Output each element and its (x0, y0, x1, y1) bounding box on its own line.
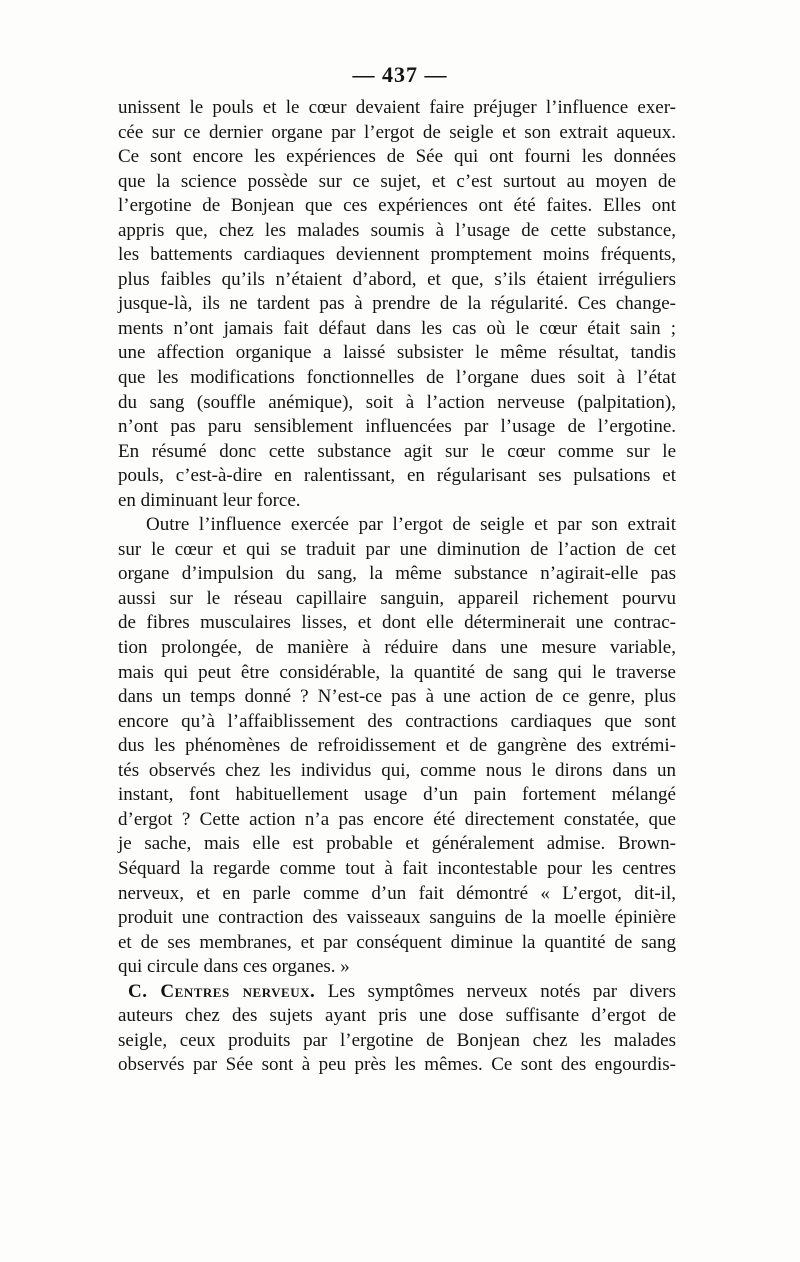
text-line: les battements cardiaques deviennent promptement moins fréquents, (118, 244, 676, 266)
text-line: seigle, ceux produits par l’ergotine de Bonjean chez les malades (118, 1029, 676, 1051)
text-line: En résumé donc cette substance agit sur le cœur comme sur le (118, 440, 676, 462)
text-line: aussi sur le réseau capillaire sanguin, appareil richement pourvu (118, 587, 676, 609)
text-line: encore qu’à l’affaiblissement des contractions cardiaques que sont (118, 710, 676, 732)
text-line: que la science possède sur ce sujet, et c’est surtout au moyen de (118, 170, 676, 192)
text-line: qui circule dans ces organes. » (118, 956, 350, 978)
text-line: appris que, chez les malades soumis à l’usage de cette substance, (118, 219, 676, 241)
text-line: Séquard la regarde comme tout à fait incontestable pour les centres (118, 857, 676, 879)
text-line: jusque-là, ils ne tardent pas à prendre de la régularité. Ces change- (118, 293, 676, 315)
text-line: organe d’impulsion du sang, la même substance n’agirait-elle pas (118, 563, 676, 585)
section-heading: C. Centres nerveux. (128, 980, 316, 1002)
page-number: — 437 — (352, 62, 448, 87)
text-line: observés par Sée sont à peu près les mêmes. Ce sont des engourdis- (118, 1054, 676, 1076)
text-line: Ce sont encore les expériences de Sée qui ont fourni les données (118, 146, 676, 168)
text-line: une affection organique a laissé subsister le même résultat, tandis (118, 342, 676, 364)
text-line: cée sur ce dernier organe par l’ergot de seigle et son extrait aqueux. (118, 121, 676, 143)
body-text (118, 96, 676, 1078)
section-c-first-line (118, 980, 676, 1005)
text-line: l’ergotine de Bonjean que ces expériences ont été faites. Elles ont (118, 195, 676, 217)
text-line: tés observés chez les individus qui, comme nous le dirons dans un (118, 759, 676, 781)
text-line: pouls, c’est-à-dire en ralentissant, en régularisant ses pulsations et (118, 465, 676, 487)
text-line: de fibres musculaires lisses, et dont elle déterminerait une contrac- (118, 612, 676, 634)
text-line: instant, font habituellement usage d’un pain fortement mélangé (118, 784, 676, 806)
text-line: n’ont pas paru sensiblement influencées par l’usage de l’ergotine. (118, 416, 676, 438)
text-line: en diminuant leur force. (118, 489, 301, 511)
text-line: dans un temps donné ? N’est-ce pas à une action de ce genre, plus (118, 686, 676, 708)
text-line: mais qui peut être considérable, la quantité de sang qui le traverse (118, 661, 676, 683)
text-line: sur le cœur et qui se traduit par une diminution de l’action de cet (118, 538, 676, 560)
text-line: plus faibles qu’ils n’étaient d’abord, et que, s’ils étaient irréguliers (118, 268, 676, 290)
text-line: tion prolongée, de manière à réduire dans une mesure variable, (118, 637, 676, 659)
text-line: ments n’ont jamais fait défaut dans les cas où le cœur était sain ; (118, 317, 676, 339)
text-line: et de ses membranes, et par conséquent diminue la quantité de sang (118, 931, 676, 953)
text-line: que les modifications fonctionnelles de l’organe dues soit à l’état (118, 367, 676, 389)
text-line: nerveux, et en parle comme d’un fait démontré « L’ergot, dit-il, (118, 882, 676, 904)
text-line: unissent le pouls et le cœur devaient faire préjuger l’influence exer- (118, 97, 676, 118)
text-line: produit une contraction des vaisseaux sanguins de la moelle épinière (118, 907, 676, 929)
text-line: du sang (souffle anémique), soit à l’action nerveuse (palpitation), (118, 391, 676, 413)
text-line: je sache, mais elle est probable et généralement admise. Brown- (118, 833, 676, 855)
text-line: auteurs chez des sujets ayant pris une dose suffisante d’ergot de (118, 1005, 676, 1027)
text-line: dus les phénomènes de refroidissement et de gangrène des extrémi- (118, 735, 676, 757)
text-line: Outre l’influence exercée par l’ergot de seigle et par son extrait (146, 514, 676, 536)
section-c-first-line-text: Les symptômes nerveux notés par divers (327, 980, 676, 1002)
text-line: d’ergot ? Cette action n’a pas encore été directement constatée, que (118, 808, 676, 830)
